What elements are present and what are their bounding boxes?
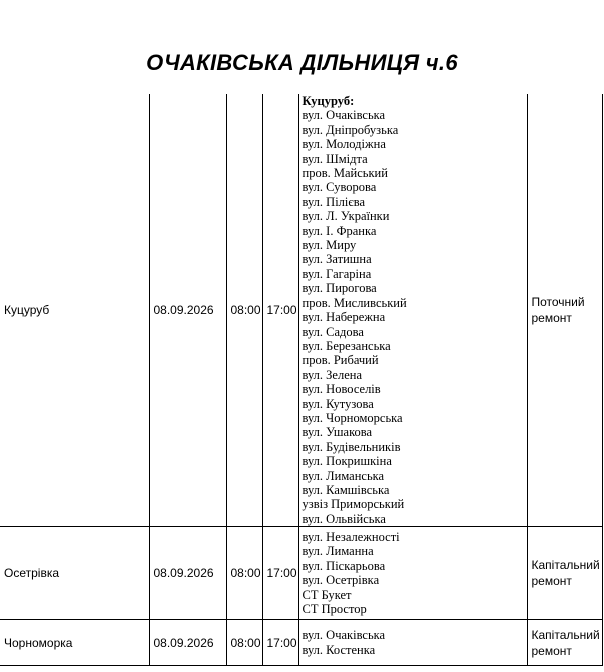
work-type-line: ремонт bbox=[531, 643, 572, 658]
locality-cell: Куцуруб bbox=[0, 94, 149, 527]
start-time-cell: 08:00 bbox=[226, 94, 262, 527]
street-item: вул. Очаківська bbox=[302, 108, 386, 123]
street-item: вул. Пілієва bbox=[302, 194, 366, 209]
street-item: вул. Пирогова bbox=[302, 281, 377, 296]
street-item: вул. Шмідта bbox=[302, 151, 368, 166]
locality-cell: Чорноморка bbox=[0, 620, 149, 666]
table-row bbox=[0, 527, 602, 620]
street-item: пров. Рибачий bbox=[302, 353, 379, 368]
street-item: вул. Ушакова bbox=[302, 425, 373, 440]
street-item: вул. Незалежності bbox=[302, 529, 400, 544]
street-item: вул. Суворова bbox=[302, 180, 377, 195]
street-item: СТ Букет bbox=[302, 587, 352, 602]
street-item: вул. Л. Українки bbox=[302, 209, 390, 224]
page-title: ОЧАКІВСЬКА ДІЛЬНИЦЯ ч.6 bbox=[146, 50, 458, 75]
street-item: узвіз Приморський bbox=[302, 497, 405, 512]
date-cell: 08.09.2026 bbox=[149, 94, 226, 527]
streets-cell bbox=[298, 527, 527, 620]
work-type-line: Капітальний bbox=[531, 558, 600, 573]
end-time-cell: 17:00 bbox=[262, 620, 298, 666]
work-type-line: ремонт bbox=[531, 311, 572, 326]
street-item: вул. Очаківська bbox=[302, 628, 386, 643]
street-item: пров. Майський bbox=[302, 166, 388, 181]
street-item: вул. Садова bbox=[302, 324, 364, 339]
streets-cell bbox=[298, 94, 527, 527]
street-item: вул. Піскарьова bbox=[302, 558, 386, 573]
street-item: вул. Лиманна bbox=[302, 544, 374, 559]
date-cell: 08.09.2026 bbox=[149, 527, 226, 620]
work-type-cell bbox=[527, 620, 602, 666]
work-type-cell bbox=[527, 94, 602, 527]
street-item: вул. Гагаріна bbox=[302, 266, 372, 281]
start-time-cell: 08:00 bbox=[226, 620, 262, 666]
end-time-cell: 17:00 bbox=[262, 94, 298, 527]
locality-cell: Осетрівка bbox=[0, 527, 149, 620]
outage-schedule-table bbox=[0, 94, 603, 666]
street-item: вул. Новоселів bbox=[302, 382, 381, 397]
street-item: вул. Дніпробузька bbox=[302, 122, 399, 137]
start-time-cell: 08:00 bbox=[226, 527, 262, 620]
streets-title: Куцуруб: bbox=[302, 94, 355, 108]
table-row bbox=[0, 94, 602, 527]
street-item: вул. Молодіжна bbox=[302, 137, 386, 152]
street-item: пров. Мисливський bbox=[302, 295, 407, 310]
street-item: вул. Покришкіна bbox=[302, 454, 392, 469]
street-item: вул. І. Франка bbox=[302, 223, 377, 238]
street-item: вул. Затишна bbox=[302, 252, 372, 267]
street-item: вул. Кутузова bbox=[302, 396, 374, 411]
work-type-line: ремонт bbox=[531, 574, 572, 589]
street-item: вул. Будівельників bbox=[302, 439, 401, 454]
street-item: вул. Набережна bbox=[302, 310, 386, 325]
date-cell: 08.09.2026 bbox=[149, 620, 226, 666]
work-type-cell bbox=[527, 527, 602, 620]
street-item: вул. Ольвійська bbox=[302, 511, 386, 526]
end-time-cell: 17:00 bbox=[262, 527, 298, 620]
street-item: СТ Простор bbox=[302, 602, 367, 616]
street-item: вул. Камшівська bbox=[302, 482, 390, 497]
street-item: вул. Костенка bbox=[302, 642, 376, 657]
street-item: вул. Осетрівка bbox=[302, 573, 380, 588]
street-item: вул. Березанська bbox=[302, 338, 391, 353]
streets-cell bbox=[298, 620, 527, 666]
work-type-line: Поточний bbox=[531, 295, 585, 310]
table-row bbox=[0, 620, 602, 666]
street-item: вул. Чорноморська bbox=[302, 410, 403, 425]
work-type-line: Капітальний bbox=[531, 627, 600, 642]
street-item: вул. Лиманська bbox=[302, 468, 385, 483]
street-item: вул. Зелена bbox=[302, 367, 362, 382]
street-item: вул. Миру bbox=[302, 238, 357, 253]
